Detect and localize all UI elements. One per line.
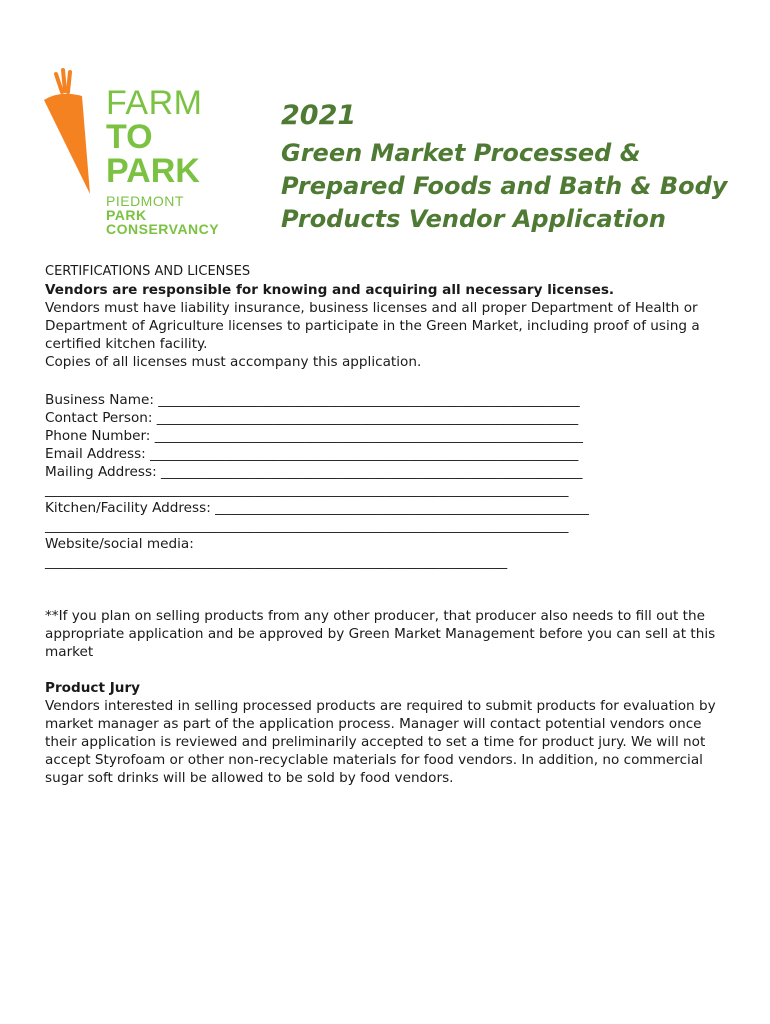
phone-number-field[interactable]: Phone Number: _______________________________________________________________ (45, 428, 583, 444)
title-line-1: Green Market Processed & (281, 139, 641, 167)
email-address-field[interactable]: Email Address: _______________________________________________________________ (45, 446, 579, 462)
title-line-2: Prepared Foods and Bath & Body (281, 172, 728, 200)
mailing-address-field[interactable]: Mailing Address: ______________________________________________________________ (45, 464, 583, 480)
logo-wordmark (106, 86, 219, 236)
certs-heading: CERTIFICATIONS AND LICENSES (45, 264, 251, 279)
certs-paragraph: Vendors must have liability insurance, business licenses and all proper Department of Health or Department of Agriculture licenses to participate in the Green Market, including proof of using a certified kitchen facility. (45, 300, 700, 352)
logo-farm: FARM (106, 84, 203, 122)
contact-person-field[interactable]: Contact Person: ______________________________________________________________ (45, 410, 579, 426)
product-jury-heading: Product Jury (45, 680, 141, 696)
logo-piedmont: PIEDMONT (106, 193, 184, 209)
title-year: 2021 (281, 100, 357, 131)
logo-conservancy: CONSERVANCY (106, 221, 220, 237)
kitchen-address-line-2[interactable]: _____________________________________________________________________________ (45, 518, 569, 534)
website-label: Website/social media: (45, 536, 194, 552)
product-jury-body: Vendors interested in selling processed products are required to submit products for evaluation by market manager as part of the application process. Manager will contact potential vendors once their application is reviewed and preliminarily accepted to set a time for product jury. We will not accept Styrofoam or other non-recyclable materials for food vendors. In addition, no commercial sugar soft drinks will be allowed to be sold by food vendors. (45, 698, 716, 786)
logo-park: PARK (106, 152, 200, 190)
title-line-3: Products Vendor Application (281, 205, 666, 233)
certs-bold-line: Vendors are responsible for knowing and acquiring all necessary licenses. (45, 282, 615, 298)
logo-to: TO (106, 118, 153, 156)
carrot-icon (40, 66, 100, 201)
business-name-field[interactable]: Business Name: ______________________________________________________________ (45, 392, 580, 408)
kitchen-address-field[interactable]: Kitchen/Facility Address: _______________________________________________________ (45, 500, 589, 516)
document-title (281, 100, 751, 236)
logo-park-small: PARK (106, 207, 147, 223)
certs-copies-note: Copies of all licenses must accompany this application. (45, 354, 422, 370)
document-body (45, 263, 735, 787)
farm-to-park-logo (40, 66, 245, 246)
other-producer-note: **If you plan on selling products from any other producer, that producer also needs to fill out the appropriate application and be approved by Green Market Management before you can sell at this market (45, 608, 716, 660)
mailing-address-line-2[interactable]: _____________________________________________________________________________ (45, 482, 569, 498)
website-field[interactable]: ____________________________________________________________________ (45, 554, 508, 570)
